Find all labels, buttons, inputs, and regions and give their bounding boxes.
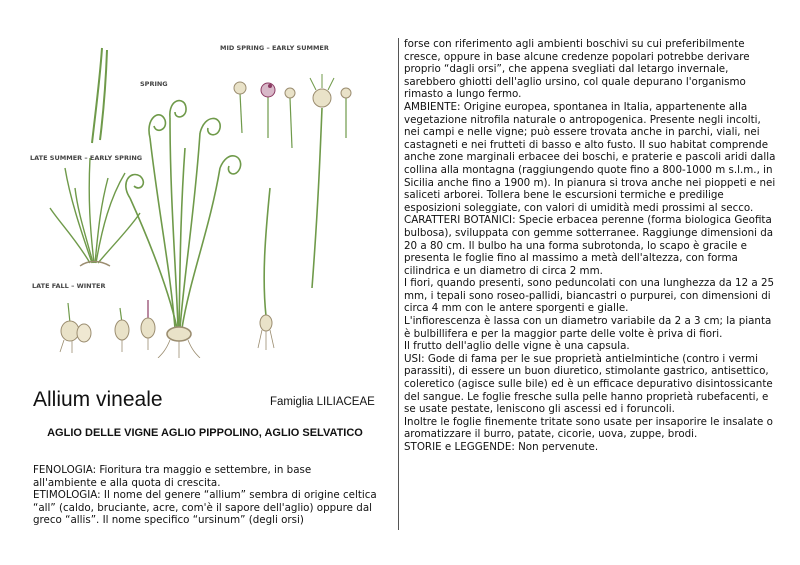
paragraph-fenologia: FENOLOGIA: Fioritura tra maggio e settembre, in base all'ambiente e alla quota di crescita. [33, 464, 312, 489]
label-late-fall: LATE FALL – WINTER [32, 282, 106, 290]
paragraph-frutto: Il frutto dell'aglio delle vigne è una capsula. [404, 340, 630, 353]
paragraph-usi-culinari: Inoltre le foglie finemente tritate sono usate per insaporire le insalate o aromatizzare il burro, patate, cicorie, uova, zuppe, brodi. [404, 415, 773, 441]
common-names-heading: AGLIO DELLE VIGNE AGLIO PIPPOLINO, AGLIO SELVATICO [47, 427, 363, 439]
flower-head-icons [234, 74, 351, 288]
column-divider [398, 38, 399, 530]
family-label: Famiglia LILIACEAE [270, 396, 375, 408]
botanical-illustration [30, 38, 392, 358]
bulb-stalk-icon [258, 188, 274, 350]
paragraph-ambiente: AMBIENTE: Origine europea, spontanea in Italia, appartenente alla vegetazione nitrofila naturale o antropogenica. Presente negli incolti, nei campi e nelle vigne; può essere trovata anche in parchi, viali, nei castagneti e nei frutteti di basso e alto fusto. Il suo habitat comprende anche zone marginali erbacee dei boschi, e praterie e pascoli aridi dalla collina alla montagna (raggiungendo quote fino a 800-1000 m s.l.m., in Sicilia anche fino a 1900 m). In pianura si trova anche nei pioppeti e nei saliceti arborei. Tollera bene le escursioni termiche e predilige esposizioni soleggiate, con valori di umidità medi prossimi al secco. [404, 100, 776, 214]
paragraph-infiorescenza: L'infiorescenza è lassa con un diametro variabile da 2 a 3 cm; la pianta è bulbillifera e per la maggior parte delle volte è priva di fiori. [404, 315, 772, 340]
stalk-sketch-icon [92, 48, 107, 143]
species-title: Allium vineale [33, 388, 163, 411]
paragraph-etimologia-cont: forse con riferimento agli ambienti boschivi su cui preferibilmente cresce, oppure in base alcune credenze popolari potrebbe derivare proprio “dagli orsi”, che appena svegliati dal letargo invernale, sarebbero ghiotti dell'aglio ursino, col quale depurano l'organismo rimasto a lungo fermo. [404, 38, 750, 101]
paragraph-fiori: I fiori, quando presenti, sono peduncolati con una lunghezza da 12 a 25 mm, i tepali sono roseo-pallidi, biancastri o purpurei, con dimensioni di circa 4 mm con le antere sporgenti e gialle. [404, 277, 775, 315]
paragraph-etimologia: ETIMOLOGIA: Il nome del genere “allium” sembra di origine celtica “all” (caldo, bruciante, acre, com'è il sapore dell'aglio) oppure dal greco “allis”. Il nome specifico “ursinum” (degli orsi) [33, 489, 377, 527]
leaf-tuft-icon [50, 158, 140, 266]
left-body-text [33, 464, 378, 527]
paragraph-caratteri: CARATTERI BOTANICI: Specie erbacea perenne (forma biologica Geofita bulbosa), sviluppata con gemme sotterranee. Raggiunge dimensioni da 20 a 80 cm. Il bulbo ha una forma subrotonda, lo scapo è gracile e presenta le foglie fino al massimo a metà dell'altezza, con forma cilindrica e un diametro di circa 2 mm. [404, 214, 774, 277]
spring-plant-icon [126, 101, 241, 358]
right-column-text [404, 38, 776, 454]
paragraph-usi: USI: Gode di fama per le sue proprietà antielmintiche (contro i vermi parassiti), di essere un buon diuretico, stimolante gastrico, antisettico, coleretico (agisce sulle bile) ed è un efficace depurativo disintossicante del sangue. Le foglie fresche sulla pelle hanno proprietà rubefacenti, e se usate pestate, leniscono gli ascessi ed i foruncoli. [404, 352, 773, 416]
label-late-summer: LATE SUMMER – EARLY SPRING [30, 154, 143, 162]
left-column [0, 0, 398, 565]
label-spring: SPRING [140, 80, 168, 88]
label-mid-spring: MID SPRING – EARLY SUMMER [220, 44, 329, 52]
winter-bulbs-icon [60, 300, 155, 353]
paragraph-storie: STORIE e LEGGENDE: Non pervenute. [404, 441, 599, 453]
